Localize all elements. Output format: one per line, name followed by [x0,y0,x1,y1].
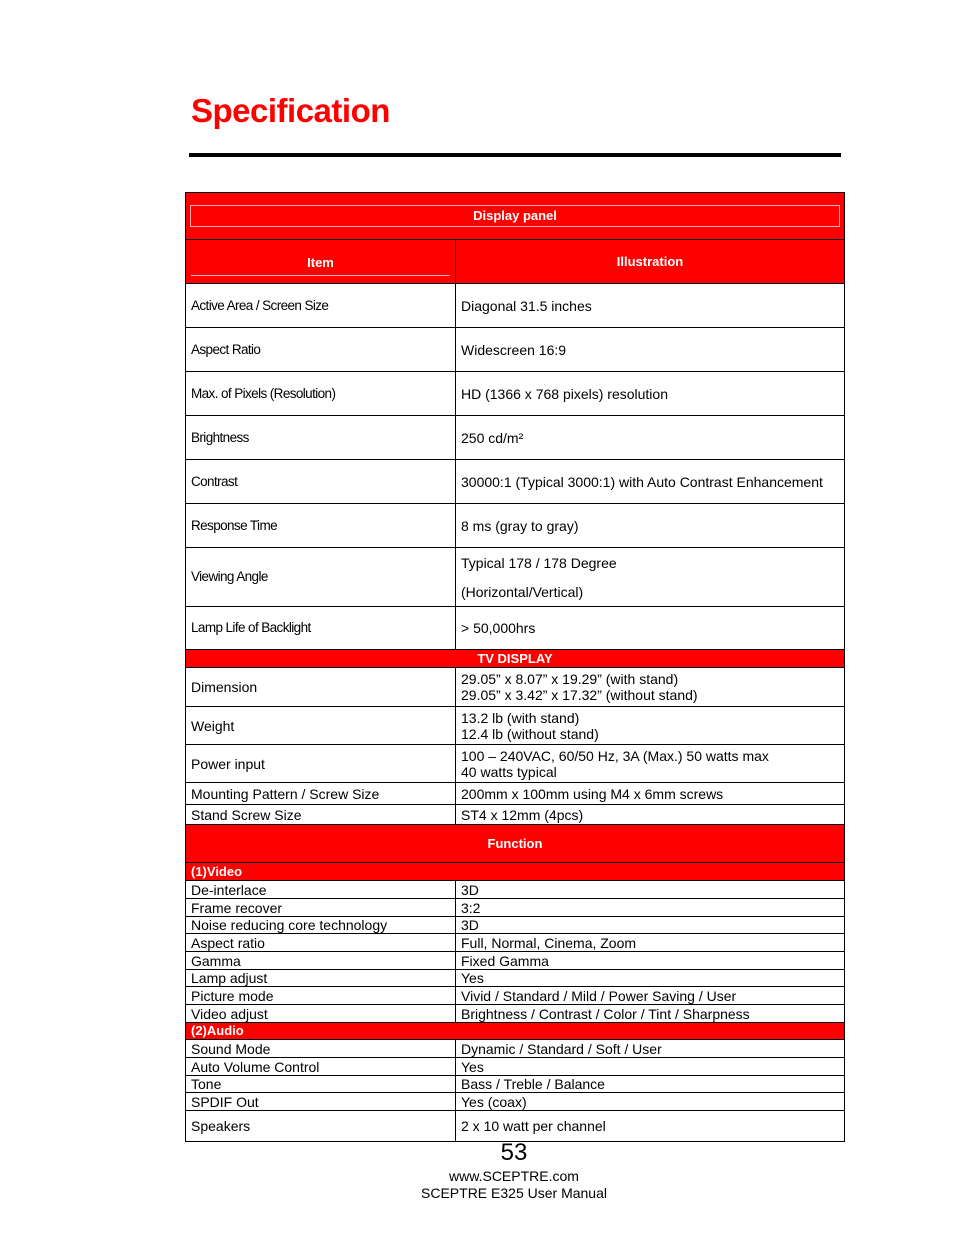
row-item: Active Area / Screen Size [186,284,456,328]
row-value: 3D [456,917,845,934]
table-row [186,328,845,372]
table-row [186,987,845,1005]
row-value-line1: 100 – 240VAC, 60/50 Hz, 3A (Max.) 50 watts max [461,747,769,764]
table-row [186,1093,845,1111]
row-item: Contrast [186,460,456,504]
row-value: 3D [456,881,845,899]
row-value-line2: 40 watts typical [461,763,557,780]
table-row [186,745,845,783]
table-row [186,372,845,416]
row-item: Frame recover [186,899,456,917]
column-header-row [186,240,845,284]
row-value: 250 cd/m² [456,416,845,460]
table-row [186,917,845,934]
row-value-line2: 29.05” x 3.42” x 17.32” (without stand) [461,687,698,703]
row-value: Yes [456,1058,845,1076]
row-value: Vivid / Standard / Mild / Power Saving / User [456,987,845,1005]
row-value: 200mm x 100mm using M4 x 6mm screws [456,783,845,805]
row-item: Aspect ratio [186,934,456,952]
row-item: Tone [186,1076,456,1093]
row-item: Auto Volume Control [186,1058,456,1076]
row-value: 30000:1 (Typical 3000:1) with Auto Contrast Enhancement [456,460,845,504]
table-row [186,1040,845,1058]
subsection-header-audio [186,1023,845,1040]
row-item: Viewing Angle [186,548,456,607]
row-item: Speakers [186,1111,456,1142]
row-value: Brightness / Contrast / Color / Tint / Sharpness [456,1005,845,1023]
table-row [186,970,845,987]
title-divider [189,153,841,157]
row-value: Bass / Treble / Balance [456,1076,845,1093]
subsection-title: (1)Video [186,863,845,881]
row-item: Stand Screw Size [186,805,456,825]
row-value: > 50,000hrs [456,607,845,650]
row-value [456,548,845,607]
section-header-function [186,825,845,863]
row-item: Max. of Pixels (Resolution) [186,372,456,416]
table-row [186,934,845,952]
section-title: Display panel [190,205,840,227]
subsection-header-video [186,863,845,881]
table-row [186,284,845,328]
page-number: 53 [500,1139,528,1166]
row-item: Picture mode [186,987,456,1005]
row-value: ST4 x 12mm (4pcs) [456,805,845,825]
row-value-line2: (Horizontal/Vertical) [461,583,584,600]
row-item: Weight [186,707,456,745]
row-value-line2: 12.4 lb (without stand) [461,725,599,742]
section-title: Function [186,825,845,863]
table-row [186,707,845,745]
subsection-title: (2)Audio [186,1023,845,1040]
table-row [186,548,845,607]
row-item: Noise reducing core technology [186,917,456,934]
row-value: 3:2 [456,899,845,917]
row-value [456,745,845,783]
row-item: Response Time [186,504,456,548]
row-value: HD (1366 x 768 pixels) resolution [456,372,845,416]
specification-table [185,192,845,1142]
row-value-line1: 13.2 lb (with stand) [461,709,580,726]
row-item: Lamp Life of Backlight [186,607,456,650]
footer-manual-title: SCEPTRE E325 User Manual [421,1185,607,1201]
table-row [186,504,845,548]
row-value-line1: Typical 178 / 178 Degree [461,554,617,571]
table-row [186,899,845,917]
page-title: Specification [191,92,390,129]
row-item: Dimension [186,668,456,707]
row-item: Mounting Pattern / Screw Size [186,783,456,805]
row-value: Diagonal 31.5 inches [456,284,845,328]
section-header-display-panel [186,193,845,240]
section-header-tv-display [186,650,845,668]
table-row [186,952,845,970]
row-value: Full, Normal, Cinema, Zoom [456,934,845,952]
section-title: TV DISPLAY [186,650,845,668]
table-row [186,805,845,825]
table-row [186,1058,845,1076]
table-row [186,783,845,805]
table-row [186,460,845,504]
table-row [186,1111,845,1142]
table-row [186,881,845,899]
row-item: Video adjust [186,1005,456,1023]
row-value: 8 ms (gray to gray) [456,504,845,548]
row-value-line1: 29.05” x 8.07” x 19.29” (with stand) [461,671,679,687]
row-item: Gamma [186,952,456,970]
row-item: Brightness [186,416,456,460]
row-item: Aspect Ratio [186,328,456,372]
row-value: Yes (coax) [456,1093,845,1111]
column-header-item: Item [191,247,450,276]
row-value [456,668,845,707]
footer-url: www.SCEPTRE.com [449,1168,579,1184]
row-item: Lamp adjust [186,970,456,987]
row-value [456,707,845,745]
row-item: SPDIF Out [186,1093,456,1111]
row-item: De-interlace [186,881,456,899]
column-header-illustration: Illustration [456,240,845,284]
table-row [186,668,845,707]
row-value: Widescreen 16:9 [456,328,845,372]
row-value: Dynamic / Standard / Soft / User [456,1040,845,1058]
table-row [186,416,845,460]
row-value: Yes [456,970,845,987]
row-value: 2 x 10 watt per channel [456,1111,845,1142]
row-item: Sound Mode [186,1040,456,1058]
table-row [186,1076,845,1093]
table-row [186,1005,845,1023]
row-item: Power input [186,745,456,783]
row-value: Fixed Gamma [456,952,845,970]
table-row [186,607,845,650]
